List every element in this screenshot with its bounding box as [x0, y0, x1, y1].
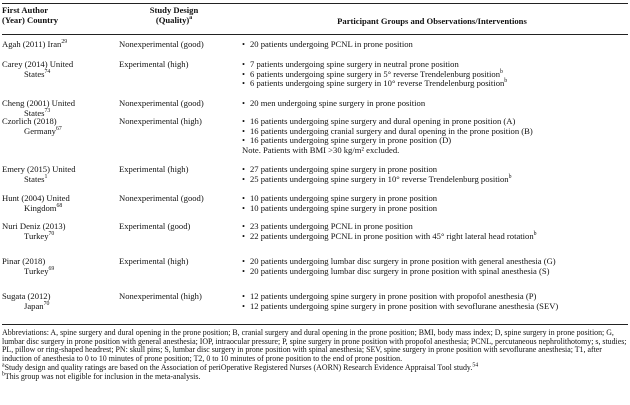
- author-ref: 70: [43, 300, 50, 307]
- footnote-b: [2, 370, 628, 382]
- author-country: Germany: [24, 125, 56, 136]
- header-study-design: [108, 5, 240, 25]
- author-line1: Cheng (2001) United: [2, 98, 76, 108]
- participant-group-text: 20 patients undergoing lumbar disc surgery in prone position with spinal anesthesia (S): [250, 265, 550, 276]
- footnote-ref: b: [500, 68, 503, 75]
- author-ref: 69: [48, 265, 55, 272]
- cell-study-design: Nonexperimental (good): [119, 39, 204, 49]
- author-country: Japan: [24, 300, 44, 311]
- bullet-icon: •: [242, 59, 246, 69]
- cell-study-design: Nonexperimental (high): [119, 291, 202, 301]
- footnote-a-ref: 54: [472, 362, 479, 369]
- participant-group-text: 23 patients undergoing PCNL in prone position: [250, 221, 413, 231]
- footnote-b-mark: b: [2, 370, 5, 377]
- participant-group-text: 10 patients undergoing spine surgery in prone position: [250, 193, 438, 203]
- author-ref: 73: [44, 107, 51, 114]
- author-ref: 70: [48, 230, 55, 237]
- cell-study-design: Experimental (good): [119, 221, 191, 231]
- participant-group-item: [242, 99, 628, 109]
- bullet-icon: •: [242, 256, 246, 266]
- author-country: Turkey: [24, 230, 49, 241]
- participant-group-text: 20 patients undergoing lumbar disc surgery in prone position with general anesthesia (G): [250, 256, 556, 266]
- bullet-icon: •: [242, 98, 246, 108]
- cell-author-country: [2, 292, 110, 311]
- cell-author-country: [2, 222, 110, 241]
- author-country: States: [24, 68, 45, 79]
- bullet-icon: •: [242, 116, 246, 126]
- author-country: States: [24, 107, 45, 118]
- participant-group-text: 7 patients undergoing spine surgery in neutral prone position: [250, 59, 459, 69]
- bullet-icon: •: [242, 202, 246, 213]
- bullet-icon: •: [242, 173, 246, 184]
- author-line1: Pinar (2018): [2, 256, 46, 266]
- header-design-line1: Study Design: [149, 5, 199, 15]
- participant-group-text: 6 patients undergoing spine surgery in 5° reverse Trendelenburg position: [250, 68, 500, 79]
- author-line1: Sugata (2012): [2, 291, 51, 301]
- participant-group-item: [242, 40, 628, 50]
- footnote-ref: b: [533, 230, 537, 237]
- participant-group-item: [242, 175, 628, 185]
- footnote-abbreviations: Abbreviations: A, spine surgery and dural opening in the prone position; B, cranial surgery and dural opening in the prone position; BMI, body mass index; D, spine surgery in prone position; G, lumbar disc surgery in prone position with general anesthesia; IOP, intraocular pressure; P, spine surgery in prone position with propofol anesthesia; PCNL, percutaneous nephrolithotomy; s, studies; PL, pillow or ring-shaped headrest; PN: skull pins; S, lumbar disc surgery in prone position with spinal anesthesia; SEV, spine surgery in prone position with sevoflurane anesthesia; T1, after induction of anesthesia to 0 to 10 minutes of prone position; T2, 0 to 10 minutes of prone position to the end of prone position.: [2, 328, 627, 364]
- participant-group-text: 20 men undergoing spine surgery in prone position: [250, 98, 426, 108]
- author-line1: Nuri Deniz (2013): [2, 221, 66, 231]
- participant-group-text: 27 patients undergoing spine surgery in prone position: [250, 164, 438, 174]
- cell-participants: [242, 117, 628, 155]
- cell-participants: [242, 40, 628, 50]
- cell-study-design: Experimental (high): [119, 59, 189, 69]
- participant-group-text: 16 patients undergoing spine surgery in prone position (D): [250, 135, 452, 146]
- header-author-country: [2, 5, 112, 25]
- author-line2: [2, 267, 110, 277]
- participant-group-text: 25 patients undergoing spine surgery in 10° reverse Trendelenburg position: [250, 173, 509, 184]
- header-author-line2: (Year) Country: [2, 15, 59, 25]
- cell-participants: [242, 99, 628, 109]
- participant-group-item: [242, 204, 628, 214]
- cell-participants: [242, 257, 628, 276]
- footnote-a-text: Study design and quality ratings are based on the Association of periOperative Registered Nurses (AORN) Research Evidence Appraisal Tool study.: [4, 362, 473, 372]
- cell-author-country: [2, 40, 110, 50]
- footnote-ref: b: [508, 173, 512, 180]
- cell-author-country: [2, 117, 110, 136]
- header-author-line1: First Author: [2, 5, 49, 15]
- footnote-b-text: This group was not eligible for inclusion in the meta-analysis.: [4, 371, 201, 381]
- header-participants: Participant Groups and Observations/Interventions: [337, 16, 527, 26]
- header-design-sup: a: [189, 15, 193, 22]
- participant-group-text: 10 patients undergoing spine surgery in prone position: [250, 202, 438, 213]
- author-ref: 29: [61, 39, 68, 46]
- participant-group-text: 16 patients undergoing spine surgery and dural opening in prone position (A): [250, 116, 516, 126]
- author-line1: Czorlich (2018): [2, 116, 57, 126]
- cell-study-design: Experimental (high): [119, 256, 189, 266]
- participant-group-text: 16 patients undergoing cranial surgery and dural opening in the prone position (B): [250, 125, 533, 136]
- bullet-icon: •: [242, 221, 246, 231]
- participant-group-text: 12 patients undergoing spine surgery in prone position with sevoflurane anesthesia (SEV): [250, 300, 559, 311]
- bullet-icon: •: [242, 291, 246, 301]
- bullet-icon: •: [242, 78, 246, 89]
- bullet-icon: •: [242, 125, 246, 136]
- author-line2: [2, 175, 110, 185]
- author-line1: Emery (2015) United: [2, 164, 76, 174]
- participant-group-item: [242, 232, 628, 242]
- bullet-icon: •: [242, 265, 246, 276]
- cell-study-design: Nonexperimental (good): [119, 193, 204, 203]
- bullet-icon: •: [242, 39, 246, 49]
- cell-study-design: Nonexperimental (good): [119, 98, 204, 108]
- bullet-icon: •: [242, 164, 246, 174]
- author-line2: [2, 204, 110, 214]
- author-line2: [2, 127, 110, 137]
- participant-group-text: 12 patients undergoing spine surgery in prone position with propofol anesthesia (P): [250, 291, 537, 301]
- participant-group-text: 22 patients undergoing PCNL in prone position with 45° right lateral head rotation: [250, 230, 534, 241]
- author-country: Turkey: [24, 265, 49, 276]
- participant-group-item: [242, 302, 628, 312]
- author-line1: Carey (2014) United: [2, 59, 74, 69]
- author-line2: [2, 70, 110, 80]
- cell-author-country: [2, 165, 110, 184]
- bullet-icon: •: [242, 135, 246, 146]
- cell-participants: [242, 60, 628, 89]
- header-design-line2: (Quality): [155, 15, 190, 25]
- bullet-icon: •: [242, 300, 246, 311]
- cell-author-country: [2, 60, 110, 79]
- author-ref: 74: [44, 68, 51, 75]
- participant-group-text: 6 patients undergoing spine surgery in 10° reverse Trendelenburg position: [250, 78, 505, 89]
- bullet-icon: •: [242, 230, 246, 241]
- cell-participants: [242, 194, 628, 213]
- author-line1: Hunt (2004) United: [2, 193, 70, 203]
- table-header: [2, 4, 628, 32]
- bottom-rule: [2, 324, 628, 325]
- footnote-ref: b: [504, 78, 508, 85]
- cell-study-design: Nonexperimental (high): [119, 116, 202, 126]
- participant-group-text: 20 patients undergoing PCNL in prone position: [250, 39, 413, 49]
- cell-study-design: Experimental (high): [119, 164, 189, 174]
- participant-group-item: [242, 79, 628, 89]
- cell-participants: [242, 222, 628, 241]
- author-country: Kingdom: [24, 202, 57, 213]
- author-ref: 1: [44, 173, 48, 180]
- cell-participants: [242, 165, 628, 184]
- author-ref: 68: [56, 202, 63, 209]
- cell-author-country: [2, 257, 110, 276]
- table-footnotes: [2, 329, 628, 381]
- author-line1: Agah (2011) Iran: [2, 39, 62, 49]
- header-rule: [2, 34, 628, 35]
- bullet-icon: •: [242, 68, 246, 79]
- author-country: States: [24, 173, 45, 184]
- footnote-a-mark: a: [2, 362, 5, 369]
- row-note: Note. Patients with BMI >30 kg/m² excluded.: [242, 144, 400, 155]
- author-ref: 67: [55, 125, 62, 132]
- author-line2: [2, 232, 110, 242]
- cell-author-country: [2, 194, 110, 213]
- participant-group-item: [242, 267, 628, 277]
- bullet-icon: •: [242, 193, 246, 203]
- cell-participants: [242, 292, 628, 311]
- author-line2: [2, 302, 110, 312]
